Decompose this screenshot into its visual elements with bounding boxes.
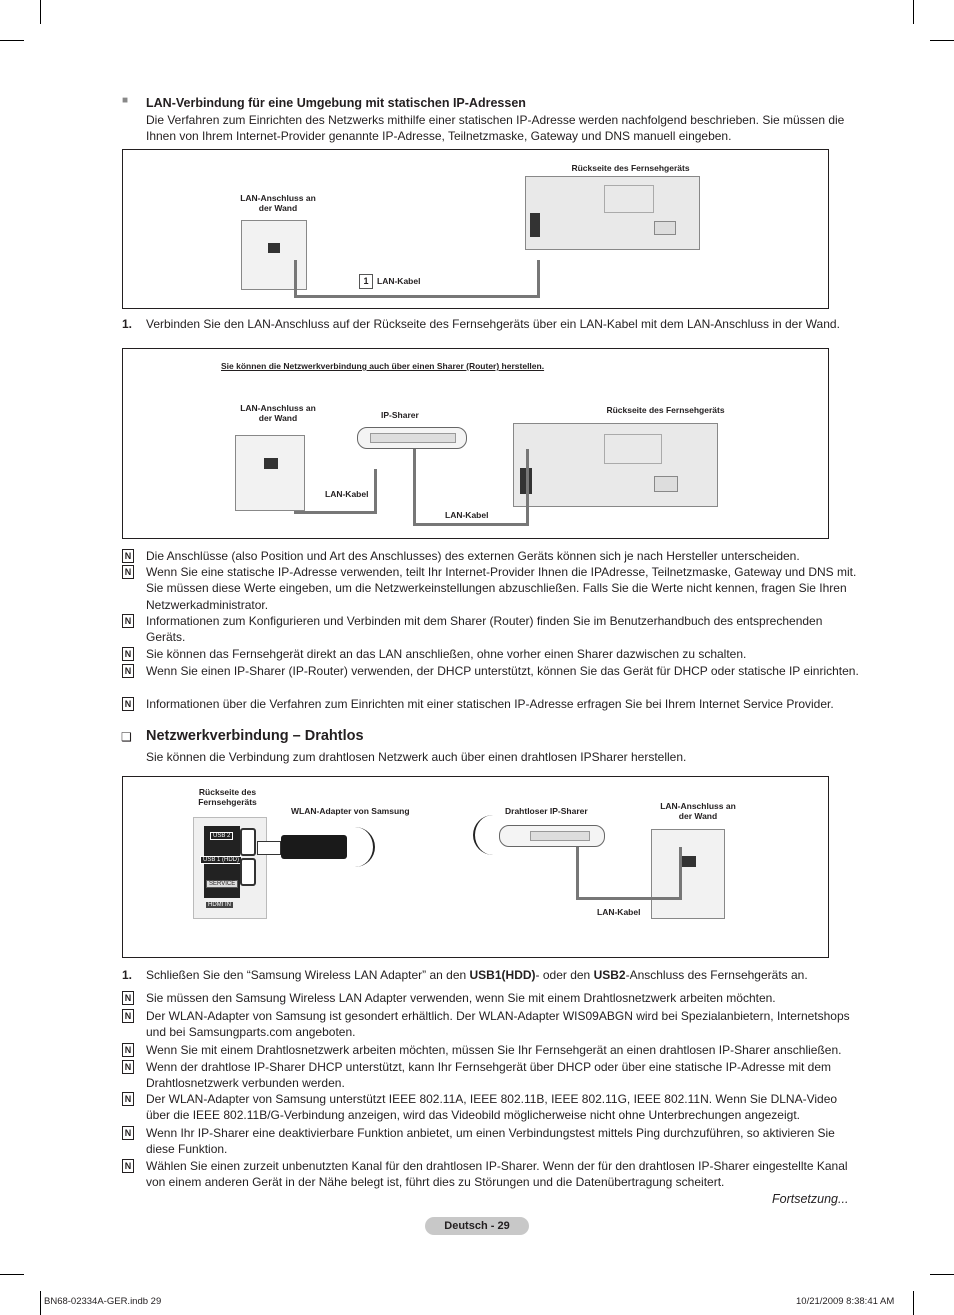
wlan-adapter	[281, 835, 347, 859]
section-title: LAN-Verbindung für eine Umgebung mit statischen IP-Adressen	[146, 96, 526, 110]
step-number: 1.	[122, 968, 133, 982]
section-intro: Sie können die Verbindung zum drahtlosen Netzwerk auch über einen drahtlosen IPSharer herstellen.	[146, 750, 687, 764]
section-title: Netzwerkverbindung – Drahtlos	[146, 728, 364, 744]
crop-mark	[40, 1291, 41, 1315]
tv-label: Rückseite des Fernsehgeräts	[571, 163, 690, 173]
note-item: N Wenn Sie mit einem Drahtlosnetzwerk arbeiten möchten, müssen Sie Ihr Fernsehgerät an einen drahtlosen IP-Sharer anschließen.	[122, 1042, 860, 1058]
note-item: N Informationen zum Konfigurieren und Verbinden mit dem Sharer (Router) finden Sie im Benutzerhandbuch des entsprechenden Geräts.	[122, 613, 860, 646]
note-item: N Wenn Ihr IP-Sharer eine deaktivierbare Funktion anbietet, um einen Verbindungstest mittels Ping durchzuführen, so aktivieren Sie diese Funktion.	[122, 1125, 860, 1158]
note-icon: N	[122, 565, 134, 579]
note-item: N Wenn Sie eine statische IP-Adresse verwenden, teilt Ihr Internet-Provider Ihnen die IPAdresse, Teilnetzmaske, Gateway und DNS mit. Sie müssen diese Werte eingeben, um die Netzwerkeinstellungen abzuschließen. Falls Sie die Werte nicht kennen, fragen Sie Ihren Netzwerkadministrator.	[122, 564, 860, 613]
note-icon: N	[122, 697, 134, 711]
adapter-label: WLAN-Adapter von Samsung	[291, 806, 410, 816]
port-usb1: USB 1 (HDD)	[200, 856, 242, 864]
cable1-label: LAN-Kabel	[325, 489, 369, 499]
note-item: N Die Anschlüsse (also Position und Art des Anschlusses) des externen Geräts können sich je nach Hersteller unterscheiden.	[122, 548, 860, 564]
note-icon: N	[122, 647, 134, 661]
section-bullet: ■	[122, 95, 129, 106]
sharer-label: Drahtloser IP-Sharer	[505, 806, 588, 816]
note-icon: N	[122, 1092, 134, 1106]
tv-label: Rückseite des Fernsehgeräts	[606, 405, 725, 415]
cable-label: LAN-Kabel	[377, 276, 421, 286]
wall-label: LAN-Anschluss an der Wand	[660, 801, 736, 821]
diagram-router-lan	[122, 348, 829, 539]
note-item: N Informationen über die Verfahren zum Einrichten mit einer statischen IP-Adresse erfragen Sie bei Ihrem Internet Service Provider.	[122, 696, 860, 712]
footer-file: BN68-02334A-GER.indb 29	[44, 1296, 162, 1307]
note-icon: N	[122, 614, 134, 628]
diagram-header: Sie können die Netzwerkverbindung auch über einen Sharer (Router) herstellen.	[221, 361, 545, 371]
lan-cable	[576, 847, 682, 900]
note-icon: N	[122, 549, 134, 563]
wifi-waves-icon	[473, 815, 493, 855]
diagram-direct-lan	[122, 149, 829, 309]
tv-label: Rückseite des Fernsehgeräts	[198, 787, 257, 807]
note-item: N Sie müssen den Samsung Wireless LAN Adapter verwenden, wenn Sie mit einem Drahtlosnetzwerk arbeiten möchten.	[122, 990, 860, 1006]
crop-mark	[930, 40, 954, 41]
note-item: N Der WLAN-Adapter von Samsung ist gesondert erhältlich. Der WLAN-Adapter WIS09ABGN wird bei Spezialanbietern, Internetshops und bei Samsungparts.com angeboten.	[122, 1008, 860, 1041]
cable2-label: LAN-Kabel	[445, 510, 489, 520]
tv-back-panel	[513, 423, 718, 507]
port-hdmi: HDMI IN	[208, 902, 231, 908]
tv-back-panel	[525, 176, 700, 250]
wifi-waves-icon	[353, 827, 375, 867]
note-item: N Wählen Sie einen zurzeit unbenutzten Kanal für den drahtlosen IP-Sharer. Wenn der für den drahtlosen IP-Sharer eingestellte Kanal von einem anderen Gerät in der Nähe belegt ist, führt dies zu Störungen und die Datenübertragung scheitert.	[122, 1158, 860, 1191]
note-icon: N	[122, 991, 134, 1005]
crop-mark	[930, 1274, 954, 1275]
note-item: N Wenn der drahtlose IP-Sharer DHCP unterstützt, kann Ihr Fernsehgerät über DHCP oder über eine statische IP-Adresse mit dem Drahtlosnetzwerk verbunden werden.	[122, 1059, 860, 1092]
port-service: SERVICE	[206, 880, 238, 888]
footer-date: 10/21/2009 8:38:41 AM	[796, 1296, 895, 1307]
note-icon: N	[122, 1126, 134, 1140]
section-intro: Die Verfahren zum Einrichten des Netzwerks mithilfe einer statischen IP-Adresse werden nachfolgend beschrieben. Sie müssen die Ihnen von Ihrem Internet-Provider genannte IP-Adresse, Teilnetzmaske, Gateway und DNS manuell eingeben.	[146, 113, 845, 143]
note-item: N Wenn Sie einen IP-Sharer (IP-Router) verwenden, der DHCP unterstützt, können Sie das Gerät für DHCP oder statische IP einrichten.	[122, 663, 860, 679]
step-text: Verbinden Sie den LAN-Anschluss auf der Rückseite des Fernsehgeräts über ein LAN-Kabel mit dem LAN-Anschluss in der Wand.	[146, 317, 840, 331]
continued-label: Fortsetzung...	[772, 1192, 849, 1206]
crop-mark	[913, 1291, 914, 1315]
note-icon: N	[122, 1009, 134, 1023]
wall-label: LAN-Anschluss an der Wand	[240, 193, 316, 213]
tv-side-panel	[193, 817, 267, 919]
note-icon: N	[122, 1043, 134, 1057]
page-badge: Deutsch - 29	[425, 1217, 529, 1235]
note-item: N Sie können das Fernsehgerät direkt an das LAN anschließen, ohne vorher einen Sharer dazwischen zu schalten.	[122, 646, 860, 662]
diagram-wireless	[122, 776, 829, 958]
usb-plug	[257, 841, 281, 855]
note-icon: N	[122, 1060, 134, 1074]
cable-label: LAN-Kabel	[597, 907, 641, 917]
port-usb2: USB 2	[210, 832, 233, 840]
crop-mark	[913, 0, 914, 24]
router-device	[357, 427, 467, 449]
note-item: N Der WLAN-Adapter von Samsung unterstützt IEEE 802.11A, IEEE 802.11B, IEEE 802.11G, IEEE 802.11N. Wenn Sie DLNA-Video über die IEEE 802.11B/G-Verbindung anzeigen, wird das Videobild möglicherweise nicht ohne Unterbrechungen angezeigt.	[122, 1091, 860, 1124]
section-bullet: ❑	[121, 730, 132, 744]
sharer-label: IP-Sharer	[381, 410, 419, 420]
crop-mark	[40, 0, 41, 24]
wireless-router	[499, 825, 605, 847]
crop-mark	[0, 1274, 24, 1275]
crop-mark	[0, 40, 24, 41]
wall-label: LAN-Anschluss an der Wand	[240, 403, 316, 423]
note-icon: N	[122, 664, 134, 678]
cable-number: 1	[359, 274, 373, 289]
note-icon: N	[122, 1159, 134, 1173]
step-number: 1.	[122, 317, 133, 331]
step-text: Schließen Sie den “Samsung Wireless LAN Adapter” an den USB1(HDD)- oder den USB2-Anschluss des Fernsehgeräts an.	[146, 968, 808, 982]
